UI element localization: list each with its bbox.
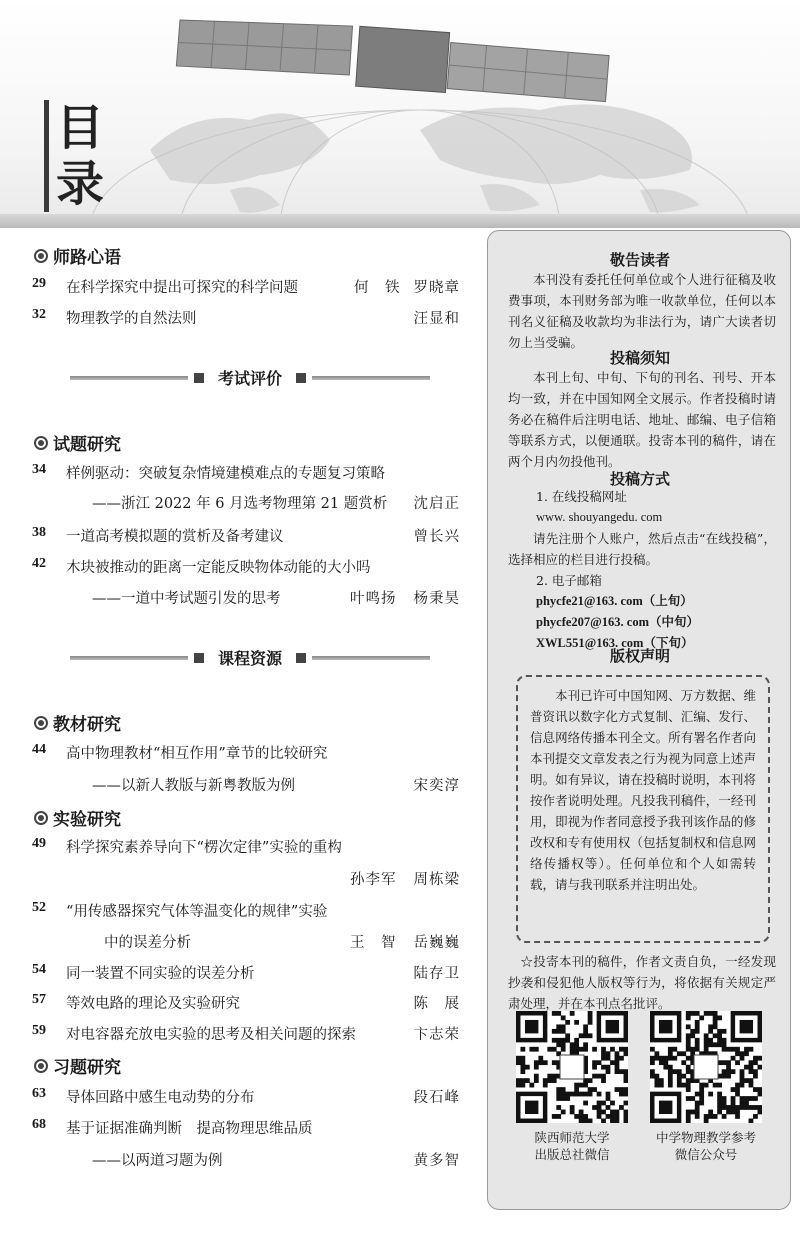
qr-code-icon	[516, 1011, 628, 1123]
email-link[interactable]: phycfe21@163. com（上旬）	[536, 594, 693, 608]
copyright-text: 本刊已许可中国知网、万方数据、维普资讯以数字化方式复制、汇编、发行、信息网络传播本刊全文。所有署名作者向本刊提交文章发表之行为视为同意上述声明。如有异议，请在投稿时说明，本刊将按作者说明处理。凡投我刊稿件，一经刊用，即视为作者同意授予我刊该作品的修改权和专有使用权（包括复制权和信息网络传播权等）。任何单位和个人如需转载，请与我刊联系并注明出处。	[530, 688, 756, 892]
section-heading: 教材研究	[34, 710, 121, 735]
qr-caption: 陕西师范大学 出版总社微信	[534, 1130, 610, 1162]
author: 卞志荣	[413, 1027, 460, 1043]
toc-entry-subtitle	[32, 931, 464, 953]
toc-entry[interactable]	[32, 462, 464, 484]
toc-entry[interactable]	[32, 556, 464, 578]
toc-entry-subtitle	[32, 492, 464, 514]
toc-entry-subtitle	[32, 774, 464, 796]
column-divider	[70, 648, 430, 668]
author: 宋奕淳	[413, 778, 460, 794]
author: 汪显和	[413, 311, 460, 327]
toc-entry[interactable]	[32, 1023, 464, 1045]
warning-text: ☆投寄本刊的稿件，作者文责自负，一经发现抄袭和侵犯他人版权等行为，将依据有关规定严肃处理，并在本刊点名批评。	[508, 954, 776, 1011]
page-number: 29	[32, 276, 46, 291]
notice-heading: 敬告读者	[609, 251, 670, 269]
article-title: 样例驱动：突破复杂情境建模难点的专题复习策略	[66, 466, 385, 482]
author: 岳巍巍	[413, 935, 460, 951]
author: 沈启正	[413, 496, 460, 512]
article-subtitle: ——浙江 2022 年 6 月选考物理第 21 题赏析	[92, 496, 388, 512]
article-title: 对电容器充放电实验的思考及相关问题的探索	[66, 1027, 356, 1043]
qr-code-journal[interactable]	[650, 1011, 762, 1123]
page-number: 34	[32, 462, 46, 477]
article-subtitle: ——以两道习题为例	[92, 1153, 223, 1169]
circle-bullet-icon	[34, 436, 48, 450]
article-title: 木块被推动的距离一定能反映物体动能的大小吗	[66, 560, 371, 576]
page-number: 57	[32, 992, 46, 1007]
qr-code-icon	[650, 1011, 762, 1123]
article-subtitle: 中的误差分析	[104, 935, 191, 951]
article-title: 同一装置不同实验的误差分析	[66, 966, 255, 982]
author: 曾长兴	[413, 529, 460, 545]
page-number: 32	[32, 307, 46, 322]
copyright-heading: 版权声明	[609, 647, 670, 665]
submission-url-link[interactable]: www. shouyangedu. com	[536, 510, 663, 524]
circle-bullet-icon	[34, 716, 48, 730]
qr-code-publisher[interactable]	[516, 1011, 628, 1123]
author: 杨秉昊	[413, 591, 460, 607]
author: 陈 展	[413, 996, 460, 1012]
page-number: 54	[32, 962, 46, 977]
article-title: 一道高考模拟题的赏析及备考建议	[66, 529, 284, 545]
article-subtitle: ——一道中考试题引发的思考	[92, 591, 281, 607]
article-title: “用传感器探究气体等温变化的规律”实验	[66, 904, 328, 920]
toc-entry-subtitle	[32, 1149, 464, 1171]
notice-panel	[487, 230, 791, 1210]
toc-entry[interactable]	[32, 307, 464, 329]
toc-entry[interactable]	[32, 1086, 464, 1108]
article-title: 导体回路中感生电动势的分布	[66, 1090, 255, 1106]
toc-entry-subtitle	[32, 587, 464, 609]
page-number: 68	[32, 1117, 46, 1132]
section-heading: 实验研究	[34, 805, 121, 830]
email-link[interactable]: XWL551@163. com（下旬）	[536, 636, 694, 650]
method-email-label: 2. 电子邮箱	[536, 573, 602, 588]
toc-entry[interactable]	[32, 962, 464, 984]
article-title: 在科学探究中提出可探究的科学问题	[66, 280, 298, 296]
author: 陆存卫	[413, 966, 460, 982]
article-title: 科学探究素养导向下“楞次定律”实验的重构	[66, 840, 342, 856]
page-number: 52	[32, 900, 46, 915]
page-number: 63	[32, 1086, 46, 1101]
column-label: 考试评价	[217, 369, 282, 388]
toc-entry[interactable]	[32, 276, 464, 298]
toc-entry[interactable]	[32, 525, 464, 547]
section-heading: 习题研究	[34, 1053, 121, 1078]
email-link[interactable]: phycfe207@163. com（中旬）	[536, 615, 700, 629]
circle-bullet-icon	[34, 1059, 48, 1073]
header-band	[0, 214, 800, 228]
author: 罗晓章	[413, 280, 460, 296]
section-heading: 师路心语	[34, 243, 121, 268]
notice-text: 本刊没有委托任何单位或个人进行征稿及收费事项，本刊财务部为唯一收款单位，任何以本刊名义征稿及收款均为非法行为，请广大读者切勿上当受骗。	[508, 272, 776, 350]
header-banner	[0, 0, 800, 228]
author: 王 智	[350, 935, 397, 951]
page-number: 59	[32, 1023, 46, 1038]
author: 黄多智	[413, 1153, 460, 1169]
submission-text: 本刊上旬、中旬、下旬的刊名、刊号、开本均一致，并在中国知网全文展示。作者投稿时请务必在稿件后注明电话、地址、邮编、电子信箱等联系方式，以便通联。投寄本刊的稿件，请在两个月内勿投他刊。	[508, 370, 776, 469]
toc-entry[interactable]	[32, 900, 464, 922]
toc-entry[interactable]	[32, 1117, 464, 1139]
author: 孙李军	[350, 872, 397, 888]
title-accent-bar	[44, 100, 49, 212]
toc-entry-authors	[32, 868, 464, 890]
method-online-label: 1. 在线投稿网址	[536, 489, 627, 504]
author: 叶鸣扬	[350, 591, 397, 607]
page-number: 44	[32, 742, 46, 757]
submission-heading: 投稿须知	[609, 349, 670, 367]
circle-bullet-icon	[34, 811, 48, 825]
toc-entry[interactable]	[32, 742, 464, 764]
circle-bullet-icon	[34, 249, 48, 263]
page-number: 42	[32, 556, 46, 571]
qr-caption: 中学物理教学参考 微信公众号	[655, 1130, 756, 1162]
column-divider	[70, 368, 430, 388]
toc-entry[interactable]	[32, 992, 464, 1014]
author: 周栋梁	[413, 872, 460, 888]
column-label: 课程资源	[217, 649, 282, 668]
section-heading: 试题研究	[34, 430, 121, 455]
method-online-desc: 请先注册个人账户，然后点击“在线投稿”，选择相应的栏目进行投稿。	[508, 531, 776, 567]
author: 何 铁	[354, 280, 401, 296]
toc-entry[interactable]	[32, 836, 464, 858]
page-number: 38	[32, 525, 46, 540]
copyright-box	[516, 675, 770, 943]
title-char-lu: 录	[56, 156, 105, 212]
article-subtitle: ——以新人教版与新粤教版为例	[92, 778, 295, 794]
article-title: 高中物理教材“相互作用”章节的比较研究	[66, 746, 328, 762]
title-char-mu: 目	[56, 100, 105, 156]
article-title: 等效电路的理论及实验研究	[66, 996, 240, 1012]
article-title: 物理教学的自然法则	[66, 311, 197, 327]
method-heading: 投稿方式	[609, 470, 670, 488]
author: 段石峰	[413, 1090, 460, 1106]
page-number: 49	[32, 836, 46, 851]
article-title: 基于证据准确判断 提高物理思维品质	[66, 1121, 313, 1137]
world-map-satellite-illustration	[0, 0, 800, 228]
